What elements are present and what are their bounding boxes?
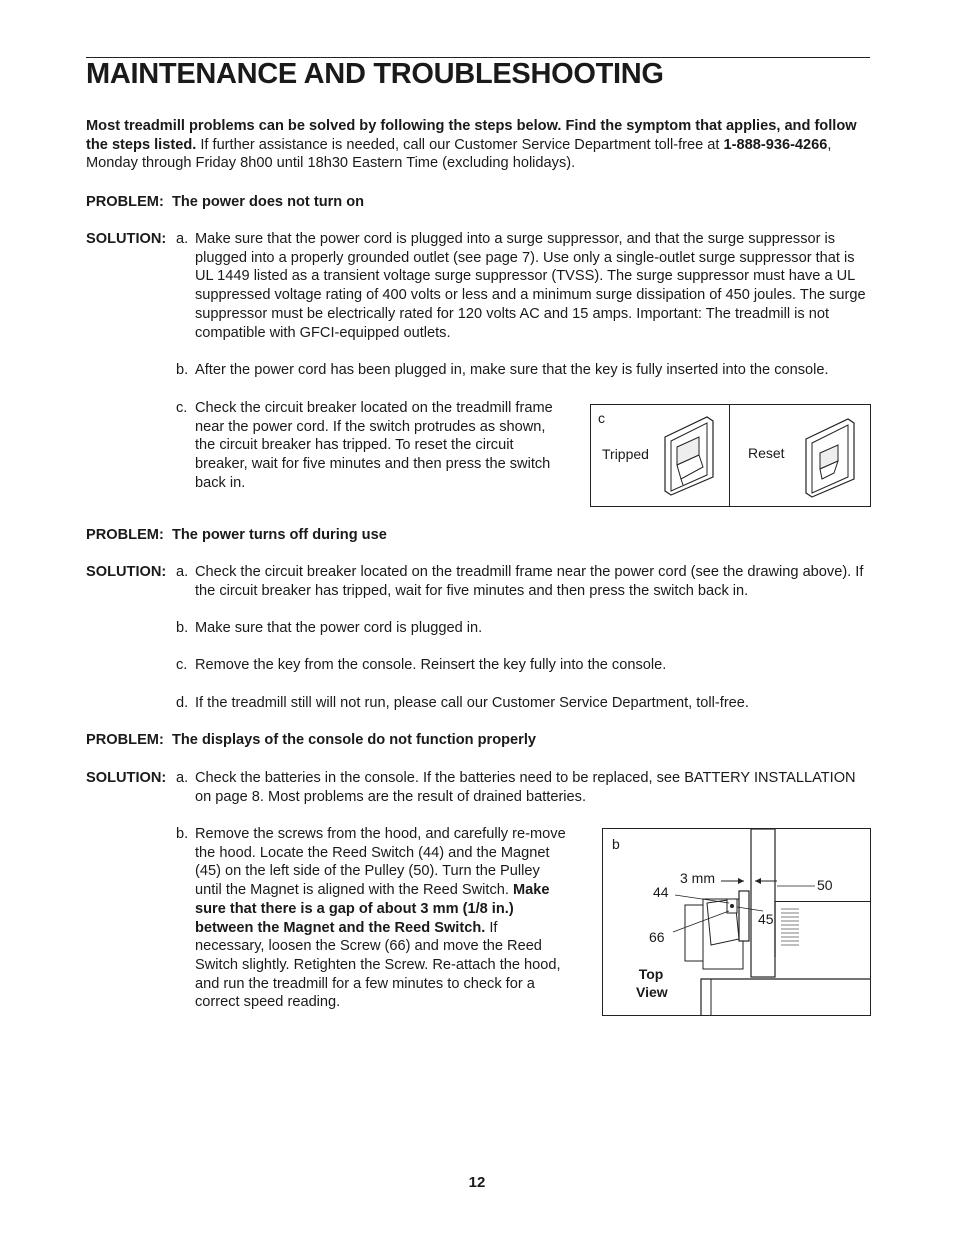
intro-text-2: , Monday through Friday 8h00 until 18h30 Eastern Time (excluding holidays). xyxy=(86,136,832,171)
circuit-breaker-figure xyxy=(590,404,871,507)
figure-letter: b xyxy=(612,836,620,852)
part-66-label: 66 xyxy=(649,929,665,945)
page-number: 12 xyxy=(468,1174,486,1191)
problem-heading-1 xyxy=(86,193,364,212)
step-text-part: If necessary, loosen the Screw (66) and move the Reed Switch slightly. Retighten the Screw. Re-attach the hood, and run the treadmill for a few minutes to check for a correct speed reading. xyxy=(195,919,561,1011)
step-letter: d. xyxy=(176,695,189,711)
tripped-switch-icon xyxy=(663,415,719,497)
phone-number: 1-888-936-4266 xyxy=(723,136,828,153)
figure-divider xyxy=(729,405,730,506)
problem-text: The displays of the console do not function properly xyxy=(171,732,537,748)
top-view-label xyxy=(636,965,666,1001)
step-text: After the power cord has been plugged in, make sure that the key is fully inserted into the console. xyxy=(195,362,829,378)
step-letter: a. xyxy=(176,770,189,786)
view-line: Top xyxy=(638,966,664,982)
step-text: Check the circuit breaker located on the treadmill frame near the power cord. If the switch protrudes as shown, the circuit breaker has tripped. To reset the circuit breaker, wait for five minutes and then press the switch back in. xyxy=(195,400,553,491)
reed-switch-figure xyxy=(602,828,871,1016)
part-45-label: 45 xyxy=(758,911,774,927)
step-letter: b. xyxy=(176,826,189,842)
reset-switch-icon xyxy=(804,417,860,499)
step-letter: a. xyxy=(176,564,189,580)
step-text: Remove the key from the console. Reinsert the key fully into the console. xyxy=(195,657,667,673)
step-letter: c. xyxy=(176,657,188,673)
step-text: Make sure that the power cord is plugged into a surge suppressor, and that the surge suppressor is plugged into a properly grounded outlet (see page 7). Use only a single-outlet surge suppressor that is UL 1449 listed as a transient voltage surge suppressor (TVSS). The surge suppressor must have a UL suppressed voltage rating of 400 volts or less and a minimum surge dissipation of 450 joules. The surge suppressor must be electrically rated for 120 volts AC and 15 amps. Important: The treadmill is not compatible with GFCI-equipped outlets. xyxy=(195,231,866,341)
part-50-label: 50 xyxy=(817,877,833,893)
part-44-label: 44 xyxy=(653,884,669,900)
step-text: Check the circuit breaker located on the treadmill frame near the power cord (see the drawing above). If the circuit breaker has tripped, wait for five minutes and then press the switch back in. xyxy=(195,564,864,599)
step-text: Check the batteries in the console. If the batteries need to be replaced, see BATTERY INSTALLATION on page 8. Most problems are the result of drained batteries. xyxy=(195,770,856,805)
problem-label: PROBLEM: xyxy=(86,527,164,543)
step-text-bold: Make sure that there is a gap of about 3 mm (1/8 in.) between the Magnet and the Reed Switch. xyxy=(195,882,550,936)
step-letter: b. xyxy=(176,362,189,378)
intro-paragraph xyxy=(86,117,870,173)
problem-text: The power does not turn on xyxy=(171,194,365,210)
step-letter: a. xyxy=(176,231,189,247)
problem-heading-3 xyxy=(86,731,536,750)
problem-text: The power turns off during use xyxy=(171,527,387,543)
step-text: If the treadmill still will not run, please call our Customer Service Department, toll-free. xyxy=(195,695,749,711)
tripped-label: Tripped xyxy=(602,446,649,462)
step-text-part: Remove the screws from the hood, and carefully re-move the hood. Locate the Reed Switch (44) and the Magnet (45) on the left side of the Pulley (50). Turn the Pulley until the Magnet is aligned with the Reed Switch. xyxy=(195,826,566,899)
solution-label-1: SOLUTION: xyxy=(86,231,167,247)
view-line: View xyxy=(636,984,668,1000)
step-letter: c. xyxy=(176,400,188,416)
intro-bold: Most treadmill problems can be solved by following the steps below. Find the symptom that applies, and follow the steps listed. xyxy=(86,118,857,153)
solution-label-3: SOLUTION: xyxy=(86,770,167,786)
gap-label: 3 mm xyxy=(680,870,715,886)
step-text: Make sure that the power cord is plugged in. xyxy=(195,620,483,636)
problem-label: PROBLEM: xyxy=(86,194,164,210)
problem-label: PROBLEM: xyxy=(86,732,164,748)
figure-letter: c xyxy=(598,410,605,426)
step-text xyxy=(195,825,567,1012)
solution-label-2: SOLUTION: xyxy=(86,564,167,580)
reset-label: Reset xyxy=(748,445,785,461)
intro-text: If further assistance is needed, call our Customer Service Department toll-free at xyxy=(196,136,724,153)
page-title: MAINTENANCE AND TROUBLESHOOTING xyxy=(86,58,664,90)
problem-heading-2 xyxy=(86,526,387,545)
step-letter: b. xyxy=(176,620,189,636)
